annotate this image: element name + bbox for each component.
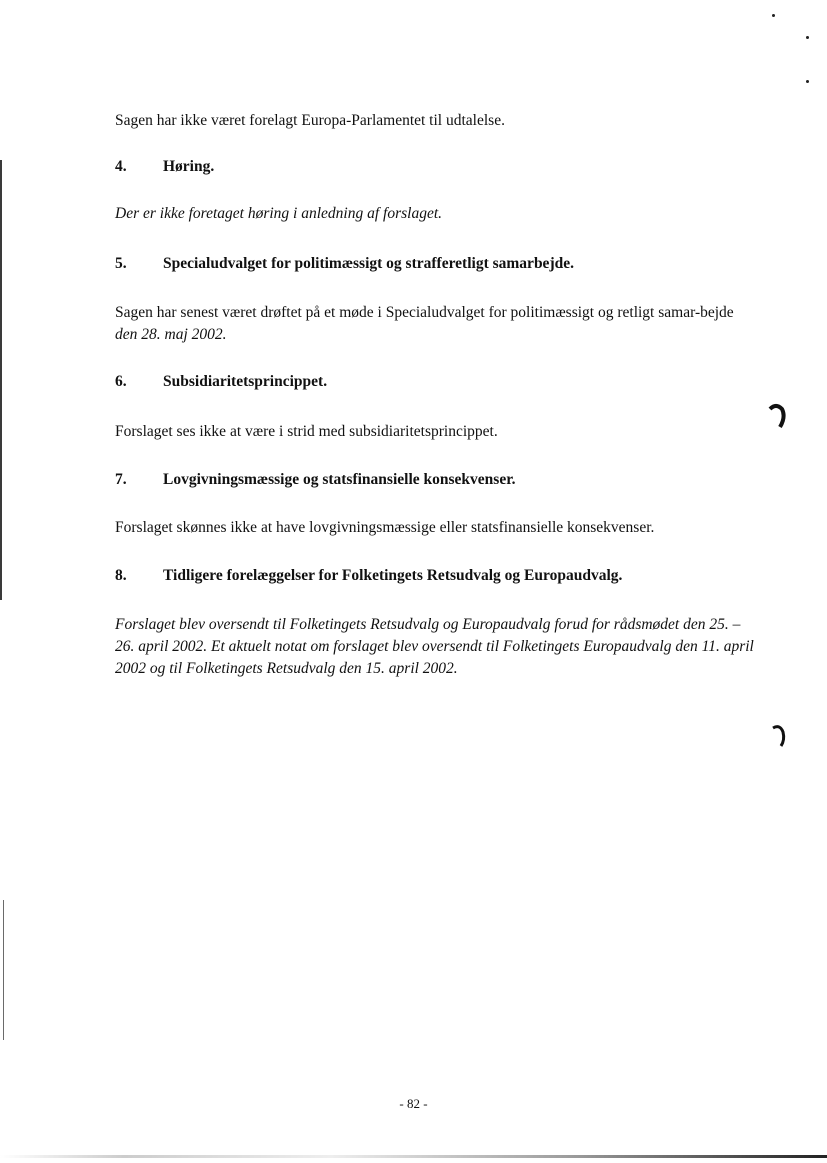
punch-hole-mark bbox=[768, 722, 788, 748]
section-text-7: Forslaget skønnes ikke at have lovgivningsmæssige eller statsfinansielle konsekvenser. bbox=[115, 519, 655, 536]
intro-paragraph: Sagen har ikke været forelagt Europa-Parlamentet til udtalelse. bbox=[115, 112, 505, 129]
scan-speck bbox=[806, 80, 809, 83]
section-number: 6. bbox=[115, 373, 127, 390]
section-heading-4 bbox=[115, 156, 775, 178]
section-title: Specialudvalget for politimæssigt og strafferetligt samarbejde. bbox=[163, 255, 574, 272]
section-date: den 28. maj 2002. bbox=[115, 326, 227, 343]
section-text: Sagen har senest været drøftet på et møde i Specialudvalget for politimæssigt og retligt samar-bejde bbox=[115, 304, 734, 321]
scan-speck bbox=[806, 36, 809, 39]
section-heading-7 bbox=[115, 469, 775, 491]
section-number: 8. bbox=[115, 567, 127, 584]
section-number: 5. bbox=[115, 255, 127, 272]
section-heading-8 bbox=[115, 565, 775, 587]
section-text-6: Forslaget ses ikke at være i strid med subsidiaritetsprincippet. bbox=[115, 423, 498, 440]
scan-edge-mark bbox=[3, 900, 4, 1040]
section-text-4: Der er ikke foretaget høring i anledning af forslaget. bbox=[115, 205, 443, 222]
section-number: 4. bbox=[115, 158, 127, 175]
section-title: Lovgivningsmæssige og statsfinansielle konsekvenser. bbox=[163, 471, 516, 488]
page-number: - 82 - bbox=[399, 1096, 428, 1111]
section-title: Høring. bbox=[163, 158, 215, 175]
punch-hole-mark bbox=[766, 403, 786, 429]
scan-speck bbox=[772, 14, 775, 17]
section-title: Subsidiaritetsprincippet. bbox=[163, 373, 328, 390]
section-heading-5 bbox=[115, 253, 775, 275]
section-title: Tidligere forelæggelser for Folketingets Retsudvalg og Europaudvalg. bbox=[163, 567, 623, 584]
scan-bottom-edge bbox=[0, 1155, 827, 1158]
section-heading-6 bbox=[115, 371, 775, 393]
scan-edge-mark bbox=[0, 160, 2, 600]
section-text-5 bbox=[115, 302, 755, 346]
section-number: 7. bbox=[115, 471, 127, 488]
section-text-8: Forslaget blev oversendt til Folketingets Retsudvalg og Europaudvalg forud for rådsmødet den 25. – 26. april 2002. Et aktuelt notat om forslaget blev oversendt til Folketingets Europaudvalg den 11. april 2002 og til Folketingets Retsudvalg den 15. april 2002. bbox=[115, 616, 754, 677]
